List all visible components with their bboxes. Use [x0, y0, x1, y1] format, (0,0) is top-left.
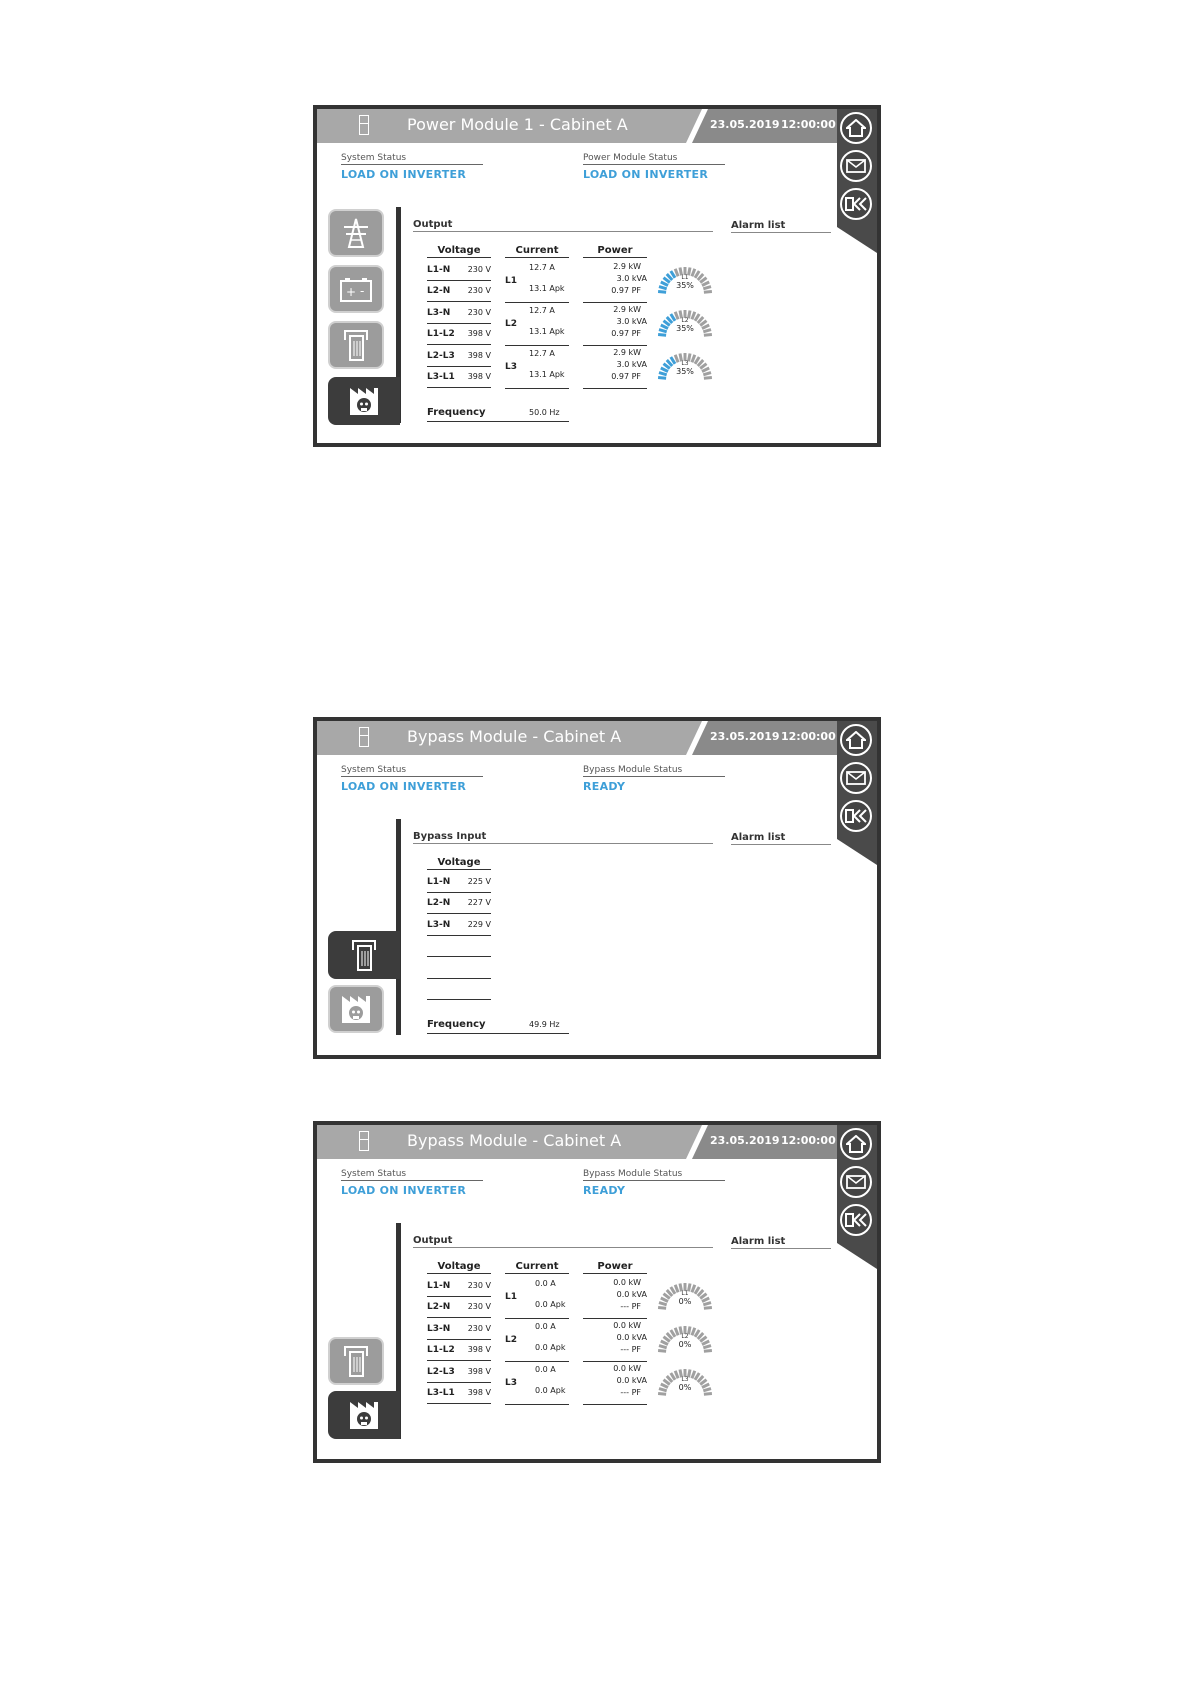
current-group	[505, 303, 569, 346]
envelope-icon	[845, 770, 867, 786]
empty-row	[427, 958, 491, 979]
voltage-row	[427, 1383, 491, 1404]
power-kw: 2.9 kW	[613, 348, 641, 357]
voltage-row	[427, 260, 491, 281]
voltage-phase: L3-N	[427, 1324, 451, 1334]
power-pf: 0.97 PF	[611, 329, 641, 338]
right-nav	[837, 109, 877, 253]
power-module-screen	[313, 105, 881, 447]
current-group	[505, 1319, 569, 1362]
cabinet-icon	[359, 727, 369, 747]
current-phase: L2	[505, 1335, 517, 1345]
log-button[interactable]	[840, 150, 872, 182]
gauge-segment	[658, 1394, 666, 1395]
system-status-label: System Status	[341, 153, 483, 165]
gauge-segment	[704, 1394, 712, 1395]
gauge-percent: 35%	[676, 367, 694, 376]
module-status	[583, 153, 725, 181]
envelope-icon	[845, 1174, 867, 1190]
voltage-value: 225 V	[467, 877, 491, 886]
system-status-value: LOAD ON INVERTER	[341, 168, 467, 181]
page-title: Bypass Module - Cabinet A	[407, 1131, 622, 1150]
power-kva: 3.0 kVA	[616, 317, 647, 326]
sidebar-item-module[interactable]	[328, 321, 384, 369]
home-button[interactable]	[840, 724, 872, 756]
voltage-phase: L1-N	[427, 877, 451, 887]
envelope-icon	[845, 158, 867, 174]
voltage-phase: L2-L3	[427, 1367, 455, 1377]
back-button[interactable]	[840, 188, 872, 220]
current-group	[505, 346, 569, 389]
module-status-value: LOAD ON INVERTER	[583, 168, 709, 181]
gauge-segment	[658, 1308, 666, 1309]
voltage-value: 229 V	[467, 920, 491, 929]
gauge-segment	[704, 378, 712, 379]
home-icon	[846, 1135, 866, 1153]
load-gauge	[657, 1323, 713, 1357]
time-display: 12:00:00	[781, 730, 836, 743]
gauge-phase: L3	[681, 1376, 689, 1383]
power-pf: 0.97 PF	[611, 286, 641, 295]
back-button[interactable]	[840, 1204, 872, 1236]
gauge-segment-active	[658, 378, 666, 379]
gauge-segment	[658, 1351, 666, 1352]
power-kva: 0.0 kVA	[616, 1376, 647, 1385]
frequency-row	[427, 1017, 569, 1034]
power-kva: 0.0 kVA	[616, 1290, 647, 1299]
gauge-segment	[704, 1351, 712, 1352]
system-status-value: LOAD ON INVERTER	[341, 780, 467, 793]
power-pf: --- PF	[620, 1302, 641, 1311]
module-status-label: Power Module Status	[583, 153, 725, 165]
current-header: Current	[505, 1261, 569, 1274]
voltage-phase: L2-L3	[427, 351, 455, 361]
module-icon	[349, 938, 379, 972]
voltage-header: Voltage	[427, 1261, 491, 1274]
back-icon	[844, 1212, 868, 1228]
date-display: 23.05.2019	[710, 730, 780, 743]
right-nav	[837, 721, 877, 865]
voltage-value: 230 V	[467, 308, 491, 317]
voltage-phase: L2-N	[427, 1302, 451, 1312]
home-icon	[846, 731, 866, 749]
voltage-phase: L1-L2	[427, 1345, 455, 1355]
alarm-list-title: Alarm list	[731, 1236, 831, 1249]
load-icon	[347, 384, 381, 418]
voltage-row	[427, 872, 491, 893]
bypass-input-screen	[313, 717, 881, 1059]
cabinet-icon	[359, 115, 369, 135]
battery-icon	[338, 275, 374, 303]
back-icon	[844, 196, 868, 212]
power-kw: 2.9 kW	[613, 305, 641, 314]
svg-text:+: +	[346, 285, 357, 299]
current-rms: 0.0 A	[535, 1279, 556, 1288]
section-title: Output	[413, 219, 713, 232]
gauge-segment	[704, 1308, 712, 1309]
power-kva: 3.0 kVA	[616, 360, 647, 369]
power-kva: 0.0 kVA	[616, 1333, 647, 1342]
page-title: Bypass Module - Cabinet A	[407, 727, 622, 746]
sidebar-item-output[interactable]	[328, 1391, 400, 1439]
frequency-row	[427, 405, 569, 422]
page-title: Power Module 1 - Cabinet A	[407, 115, 628, 134]
power-group	[583, 260, 647, 303]
back-button[interactable]	[840, 800, 872, 832]
power-group	[583, 346, 647, 389]
pylon-icon	[339, 216, 373, 250]
voltage-phase: L1-N	[427, 265, 451, 275]
back-icon	[844, 808, 868, 824]
sidebar-item-mains[interactable]	[328, 209, 384, 257]
power-kw: 0.0 kW	[613, 1364, 641, 1373]
system-status-label: System Status	[341, 1169, 483, 1181]
module-status-label: Bypass Module Status	[583, 765, 725, 777]
empty-row	[427, 936, 491, 957]
voltage-row	[427, 915, 491, 936]
current-rms: 0.0 A	[535, 1322, 556, 1331]
current-rms: 0.0 A	[535, 1365, 556, 1374]
time-display: 12:00:00	[781, 1134, 836, 1147]
voltage-row	[427, 893, 491, 914]
current-rms: 12.7 A	[529, 306, 555, 315]
frequency-value: 50.0 Hz	[529, 408, 560, 417]
load-gauge	[657, 264, 713, 298]
voltage-row	[427, 1297, 491, 1318]
title-bar	[317, 721, 877, 755]
current-phase: L2	[505, 319, 517, 329]
gauge-percent: 0%	[678, 1383, 692, 1392]
voltage-value: 398 V	[467, 351, 491, 360]
gauge-percent: 0%	[678, 1340, 692, 1349]
voltage-value: 398 V	[467, 1345, 491, 1354]
module-status-value: READY	[583, 1184, 626, 1197]
frequency-value: 49.9 Hz	[529, 1020, 560, 1029]
current-peak: 0.0 Apk	[535, 1343, 566, 1352]
current-header: Current	[505, 245, 569, 258]
gauge-phase: L3	[681, 360, 689, 367]
voltage-phase: L3-N	[427, 920, 451, 930]
bypass-output-screen	[313, 1121, 881, 1463]
current-phase: L1	[505, 1292, 517, 1302]
power-kw: 0.0 kW	[613, 1278, 641, 1287]
voltage-phase: L3-L1	[427, 1388, 455, 1398]
system-status-value: LOAD ON INVERTER	[341, 1184, 467, 1197]
gauge-segment	[704, 335, 712, 336]
module-status	[583, 1169, 725, 1197]
module-icon	[341, 328, 371, 362]
voltage-phase: L3-N	[427, 308, 451, 318]
current-rms: 12.7 A	[529, 263, 555, 272]
gauge-phase: L1	[681, 274, 689, 281]
current-phase: L1	[505, 276, 517, 286]
current-phase: L3	[505, 1378, 517, 1388]
power-group	[583, 1319, 647, 1362]
system-status	[341, 153, 483, 181]
load-gauge	[657, 307, 713, 341]
sidebar-item-bypass[interactable]	[328, 1337, 384, 1385]
load-gauge	[657, 1280, 713, 1314]
voltage-value: 227 V	[467, 898, 491, 907]
voltage-value: 398 V	[467, 329, 491, 338]
voltage-phase: L2-N	[427, 898, 451, 908]
gauge-segment-active	[658, 292, 666, 293]
power-kw: 2.9 kW	[613, 262, 641, 271]
gauge-phase: L1	[681, 1290, 689, 1297]
voltage-row	[427, 281, 491, 302]
voltage-header: Voltage	[427, 857, 491, 870]
home-button[interactable]	[840, 1128, 872, 1160]
gauge-phase: L2	[681, 317, 689, 324]
load-icon	[347, 1398, 381, 1432]
title-bar	[317, 109, 877, 143]
voltage-value: 398 V	[467, 372, 491, 381]
current-rms: 12.7 A	[529, 349, 555, 358]
frequency-label: Frequency	[427, 407, 486, 418]
module-icon	[341, 1344, 371, 1378]
power-group	[583, 1362, 647, 1405]
voltage-row	[427, 303, 491, 324]
home-icon	[846, 119, 866, 137]
power-pf: --- PF	[620, 1345, 641, 1354]
svg-text:-: -	[360, 284, 365, 298]
voltage-value: 230 V	[467, 1302, 491, 1311]
voltage-value: 230 V	[467, 286, 491, 295]
section-title: Bypass Input	[413, 831, 713, 844]
power-pf: --- PF	[620, 1388, 641, 1397]
date-display: 23.05.2019	[710, 118, 780, 131]
power-kw: 0.0 kW	[613, 1321, 641, 1330]
time-display: 12:00:00	[781, 118, 836, 131]
voltage-value: 398 V	[467, 1388, 491, 1397]
title-bar	[317, 1125, 877, 1159]
alarm-list-title: Alarm list	[731, 220, 831, 233]
voltage-value: 230 V	[467, 1324, 491, 1333]
home-button[interactable]	[840, 112, 872, 144]
sidebar-item-output[interactable]	[328, 985, 384, 1033]
system-status-label: System Status	[341, 765, 483, 777]
current-group	[505, 260, 569, 303]
gauge-percent: 35%	[676, 281, 694, 290]
gauge-segment	[704, 292, 712, 293]
current-peak: 13.1 Apk	[529, 327, 565, 336]
voltage-row	[427, 1362, 491, 1383]
module-status-label: Bypass Module Status	[583, 1169, 725, 1181]
voltage-value: 398 V	[467, 1367, 491, 1376]
voltage-row	[427, 324, 491, 345]
power-group	[583, 1276, 647, 1319]
voltage-row	[427, 346, 491, 367]
current-peak: 0.0 Apk	[535, 1300, 566, 1309]
voltage-row	[427, 367, 491, 388]
voltage-row	[427, 1340, 491, 1361]
cabinet-icon	[359, 1131, 369, 1151]
voltage-value: 230 V	[467, 265, 491, 274]
power-kva: 3.0 kVA	[616, 274, 647, 283]
voltage-phase: L1-L2	[427, 329, 455, 339]
current-peak: 13.1 Apk	[529, 370, 565, 379]
system-status	[341, 1169, 483, 1197]
sidebar-divider	[396, 819, 401, 1035]
gauge-phase: L2	[681, 1333, 689, 1340]
sidebar-item-bypass[interactable]	[328, 931, 400, 979]
sidebar-item-battery[interactable]	[328, 265, 384, 313]
voltage-header: Voltage	[427, 245, 491, 258]
gauge-segment-active	[658, 335, 666, 336]
current-peak: 0.0 Apk	[535, 1386, 566, 1395]
voltage-phase: L1-N	[427, 1281, 451, 1291]
voltage-row	[427, 1276, 491, 1297]
gauge-percent: 35%	[676, 324, 694, 333]
log-button[interactable]	[840, 1166, 872, 1198]
power-header: Power	[583, 1261, 647, 1274]
voltage-phase: L2-N	[427, 286, 451, 296]
module-status-value: READY	[583, 780, 626, 793]
load-gauge	[657, 350, 713, 384]
power-header: Power	[583, 245, 647, 258]
current-peak: 13.1 Apk	[529, 284, 565, 293]
current-group	[505, 1276, 569, 1319]
date-display: 23.05.2019	[710, 1134, 780, 1147]
load-gauge	[657, 1366, 713, 1400]
frequency-label: Frequency	[427, 1019, 486, 1030]
section-title: Output	[413, 1235, 713, 1248]
power-group	[583, 303, 647, 346]
right-nav	[837, 1125, 877, 1269]
power-pf: 0.97 PF	[611, 372, 641, 381]
log-button[interactable]	[840, 762, 872, 794]
system-status	[341, 765, 483, 793]
sidebar-item-output[interactable]	[328, 377, 400, 425]
voltage-row	[427, 1319, 491, 1340]
current-phase: L3	[505, 362, 517, 372]
voltage-value: 230 V	[467, 1281, 491, 1290]
current-group	[505, 1362, 569, 1405]
alarm-list-title: Alarm list	[731, 832, 831, 845]
load-icon	[339, 992, 373, 1026]
gauge-percent: 0%	[678, 1297, 692, 1306]
module-status	[583, 765, 725, 793]
empty-row	[427, 979, 491, 1000]
voltage-phase: L3-L1	[427, 372, 455, 382]
